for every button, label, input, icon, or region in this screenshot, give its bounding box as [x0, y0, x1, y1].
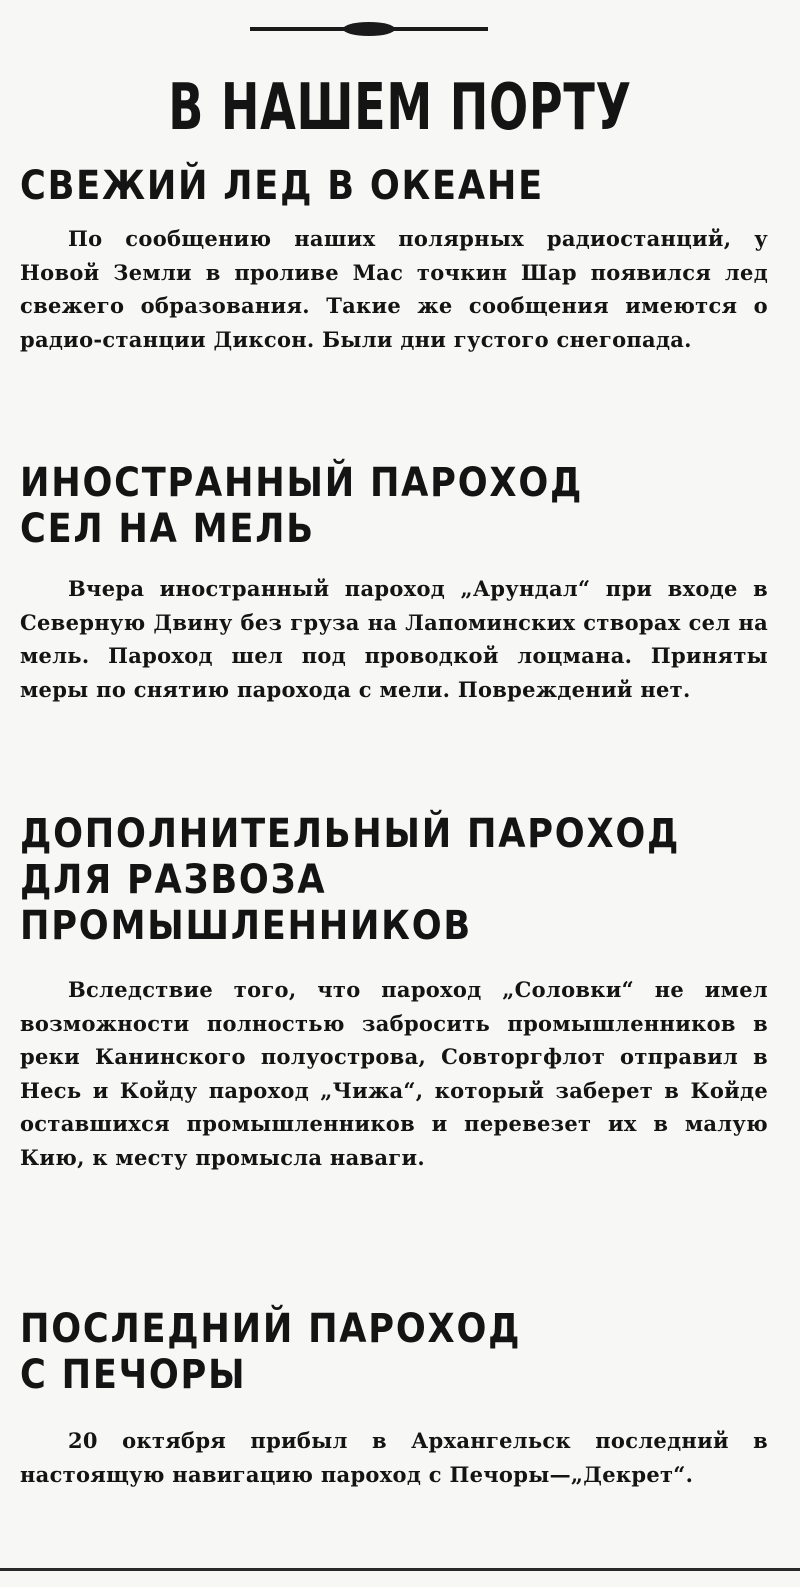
article-1-headline-line-1: СВЕЖИЙ ЛЕД В ОКЕАНЕ	[20, 163, 544, 209]
article-1-body: По сообщению наших полярных радиостанций, у Новой Земли в проливе Мас точкин Шар появился лед свежего образования. Такие же сообщения имеются о радио-станции Диксон. Были дни густого снегопада.	[20, 226, 768, 352]
article-2-headline-line-2: СЕЛ НА МЕЛЬ	[20, 506, 315, 552]
article-3-headline-line-3: ПРОМЫШЛЕННИКОВ	[20, 903, 472, 949]
ornament-rule	[250, 18, 488, 40]
bottom-rule	[0, 1568, 800, 1571]
article-1-headline	[20, 163, 544, 209]
article-3-headline-line-2: ДЛЯ РАЗВОЗА	[20, 857, 327, 903]
article-3-headline	[20, 811, 680, 949]
article-3-headline-line-1: ДОПОЛНИТЕЛЬНЫЙ ПАРОХОД	[20, 811, 681, 857]
article-4-headline-line-2: С ПЕЧОРЫ	[20, 1352, 247, 1398]
article-3-body: Вследствие того, что пароход „Соловки“ не имел возможности полностью забросить промышленников в реки Канинского полуострова, Совторгфлот отправил в Несь и Койду пароход „Чижа“, который заберет в Койде оставшихся промышленников и перевезет их в малую Кию, к месту промысла наваги.	[20, 977, 768, 1170]
article-4-headline-line-1: ПОСЛЕДНИЙ ПАРОХОД	[20, 1306, 522, 1352]
article-4-headline	[20, 1306, 521, 1398]
article-2-headline	[20, 460, 583, 552]
article-4-body: 20 октября прибыл в Архангельск последний в настоящую навигацию пароход с Печоры—„Декрет“.	[20, 1428, 768, 1487]
article-2-headline-line-1: ИНОСТРАННЫЙ ПАРОХОД	[20, 460, 584, 506]
article-2-body: Вчера иностранный пароход „Арундал“ при входе в Северную Двину без груза на Лапоминских створах сел на мель. Пароход шел под проводкой лоцмана. Приняты меры по снятию парохода с мели. Повреждений нет.	[20, 576, 768, 702]
page-title: В НАШЕМ ПОРТУ	[168, 71, 632, 145]
